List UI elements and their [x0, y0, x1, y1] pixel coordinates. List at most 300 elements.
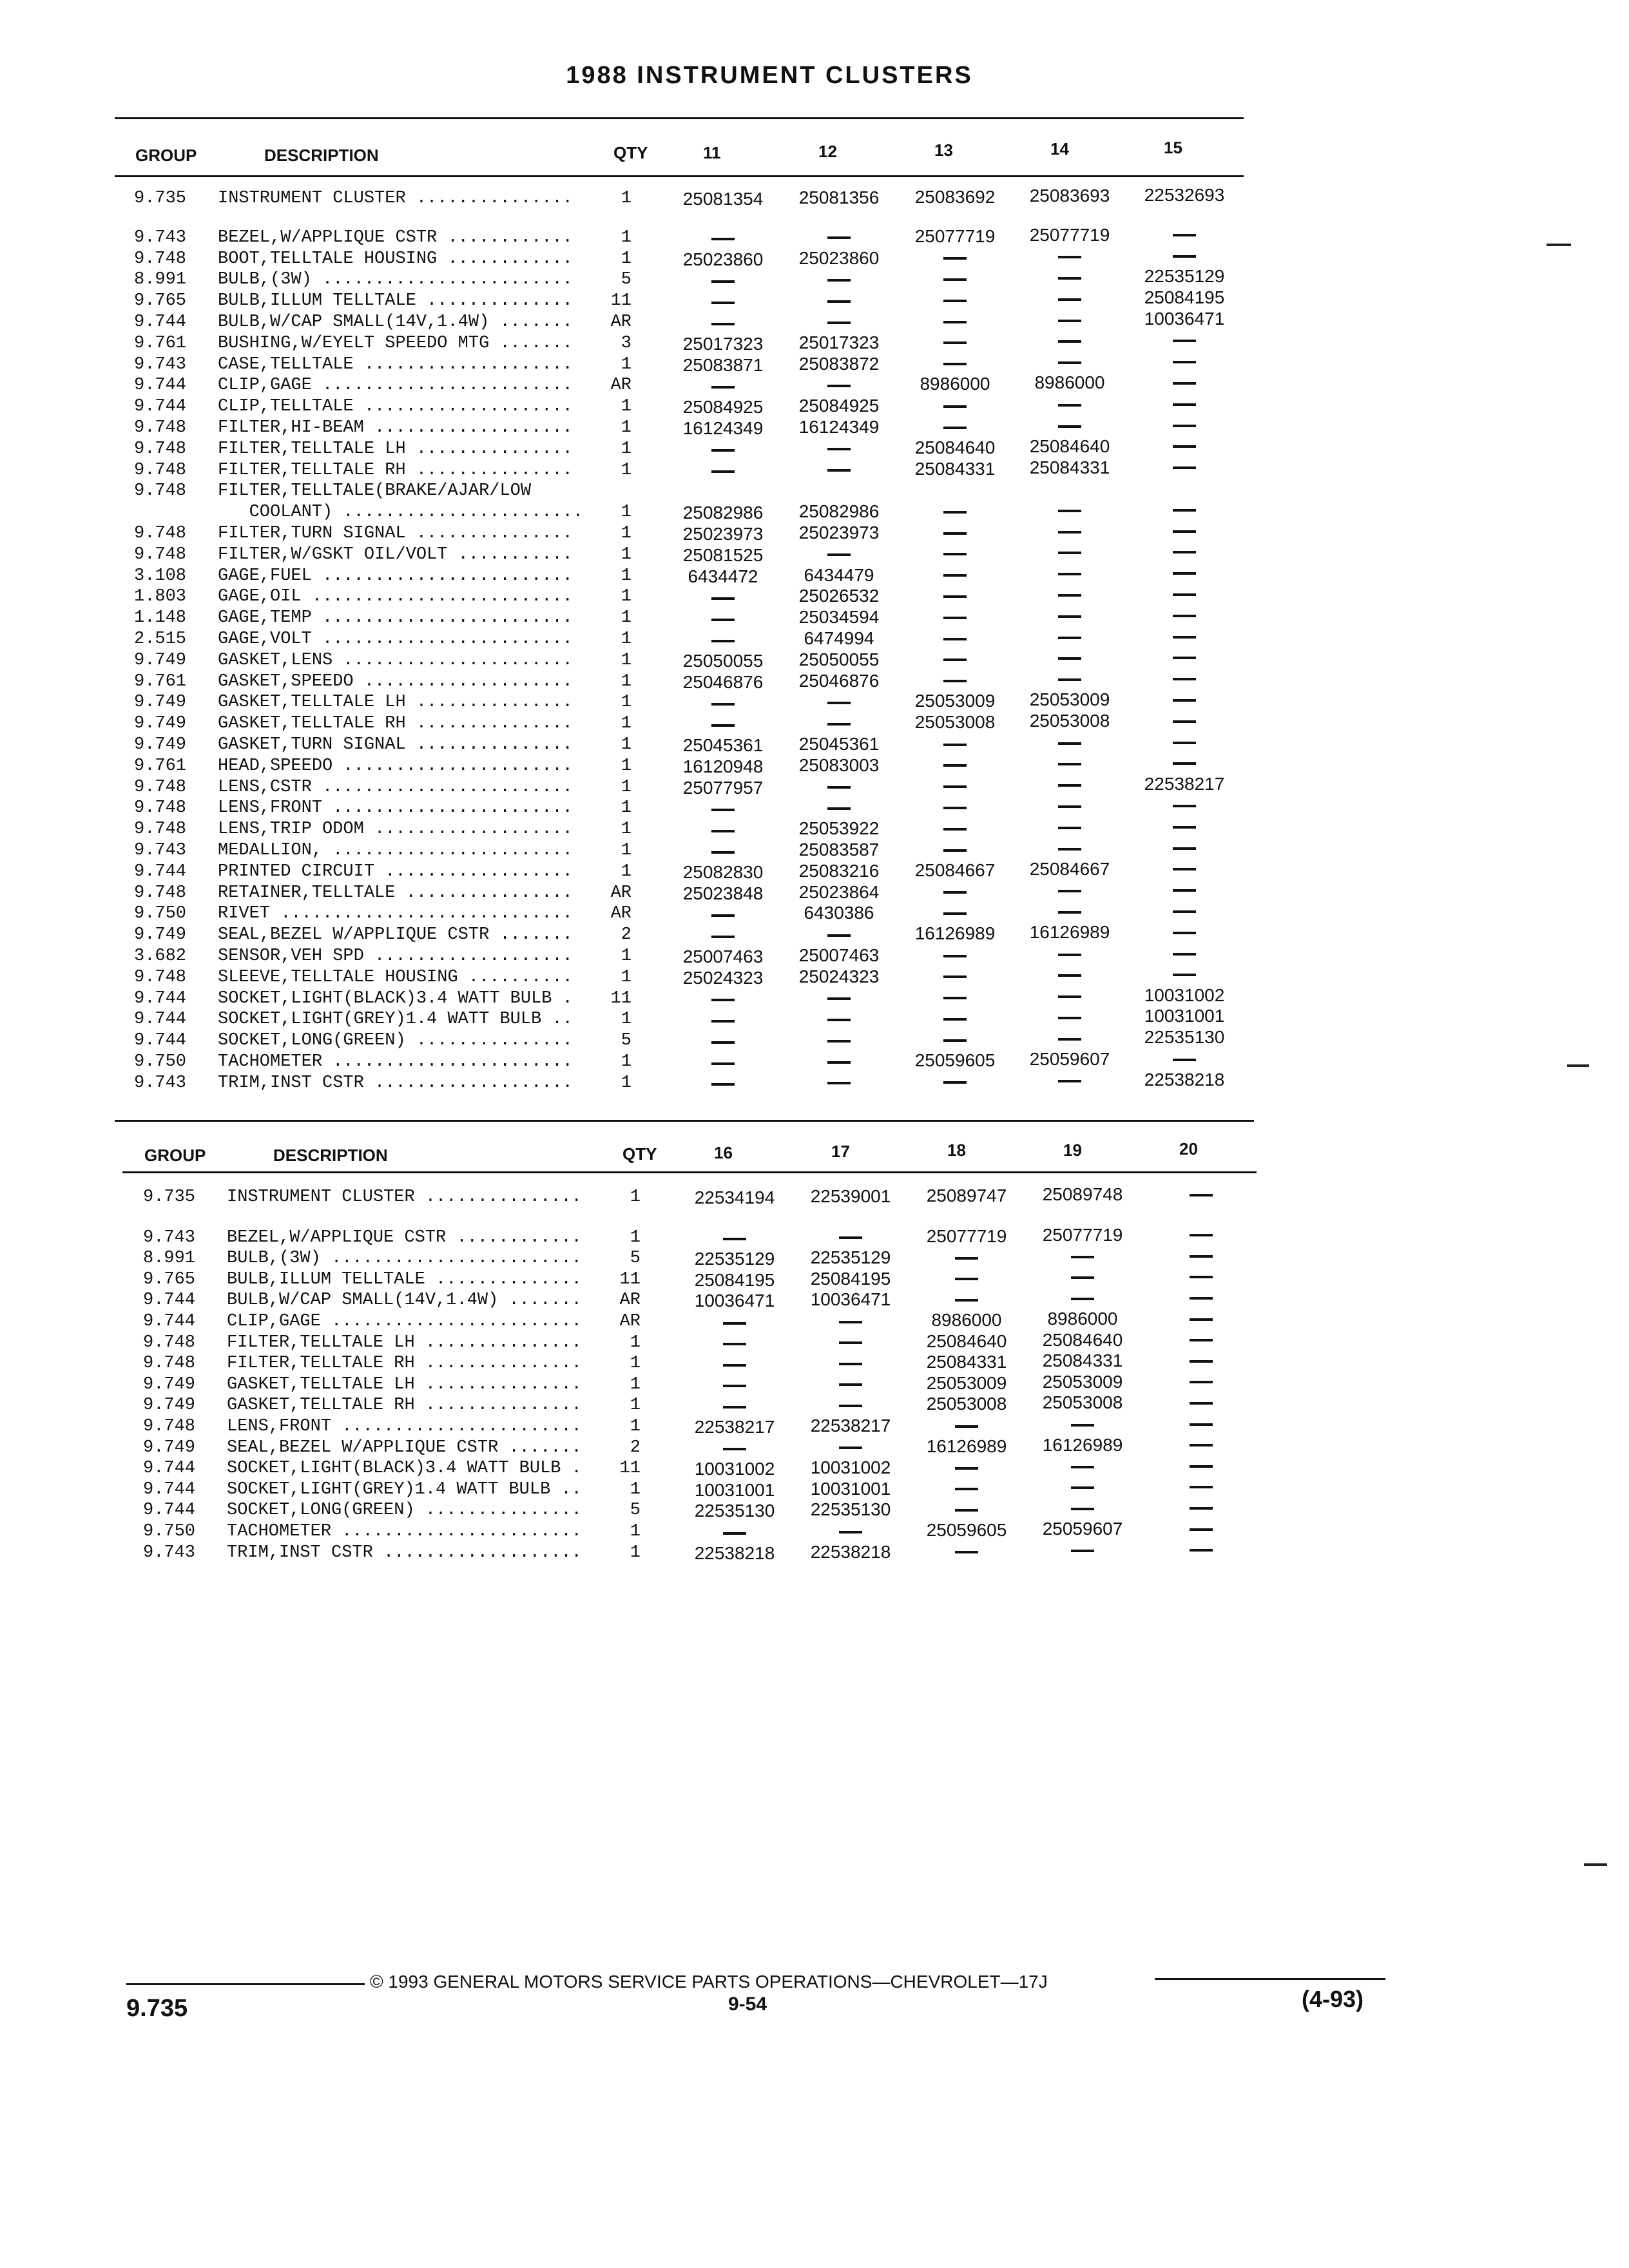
part-number: 25017323: [798, 332, 880, 352]
dash-mark: [1071, 1298, 1094, 1300]
dash-mark: [711, 280, 735, 283]
group-number: 2.515: [134, 629, 187, 649]
group-number: 9.744: [134, 1010, 187, 1030]
not-applicable-dash: [1015, 647, 1124, 668]
part-quantity: 1: [630, 1417, 641, 1436]
dash-mark: [827, 997, 851, 1000]
table2-group-header: GROUP: [144, 1146, 206, 1165]
table-row: [0, 266, 1629, 291]
dash-mark: [1058, 848, 1081, 850]
group-number: 9.744: [143, 1312, 196, 1331]
part-number: 10036471: [694, 1291, 775, 1311]
part-number: 22538218: [1144, 1069, 1225, 1090]
dash-mark: [1173, 868, 1196, 870]
table-row: [0, 457, 1629, 481]
part-number: 22535129: [810, 1247, 891, 1268]
part-description: COOLANT) .......................: [218, 503, 584, 523]
not-applicable-dash: [900, 1007, 1010, 1028]
group-number: 9.749: [134, 714, 187, 734]
not-applicable-dash: [1015, 541, 1124, 562]
not-applicable-dash: [1015, 816, 1124, 837]
dash-mark: [711, 323, 735, 325]
part-quantity: 5: [621, 270, 631, 290]
dash-mark: [839, 1363, 862, 1365]
part-quantity: 1: [621, 354, 631, 374]
part-number: 25084195: [694, 1269, 775, 1290]
not-applicable-dash: [784, 796, 894, 818]
part-description: GASKET,TELLTALE RH ...............: [218, 714, 573, 734]
dash-mark: [1190, 1276, 1213, 1278]
not-applicable-dash: [680, 1353, 789, 1374]
not-applicable-dash: [1028, 1245, 1137, 1266]
part-description: FILTER,HI-BEAM ...................: [218, 418, 573, 437]
part-number: 22535130: [810, 1499, 891, 1520]
part-number: 25050055: [798, 649, 880, 669]
dash-mark: [1058, 1017, 1081, 1019]
margin-mark: [1547, 244, 1571, 246]
part-quantity: 1: [621, 650, 631, 670]
not-applicable-dash: [900, 986, 1010, 1008]
part-description: GAGE,VOLT ........................: [218, 629, 573, 649]
group-number: 9.749: [134, 693, 187, 713]
group-number: 9.749: [143, 1437, 196, 1457]
table-row: [0, 1329, 1629, 1354]
part-number: 25023848: [682, 883, 764, 903]
part-description: BULB,W/CAP SMALL(14V,1.4W) .......: [227, 1291, 582, 1311]
dash-mark: [827, 1082, 851, 1084]
part-number: 22538217: [810, 1416, 891, 1436]
table-row: [0, 354, 1629, 376]
dash-mark: [1173, 910, 1196, 913]
footer-page-number: 9-54: [728, 1994, 767, 2015]
part-description: CLIP,GAGE ........................: [227, 1312, 582, 1331]
dash-mark: [943, 278, 967, 281]
table-row: [0, 671, 1629, 693]
part-number: 25077719: [1042, 1224, 1123, 1245]
dash-mark: [943, 553, 967, 555]
not-applicable-dash: [1130, 562, 1239, 583]
table2-description-header: DESCRIPTION: [273, 1146, 388, 1165]
dash-mark: [943, 912, 967, 915]
group-number: 9.743: [134, 227, 187, 247]
part-description: BEZEL,W/APPLIQUE CSTR ............: [227, 1227, 582, 1247]
table-row: [0, 946, 1629, 967]
group-number: 3.682: [134, 947, 187, 966]
not-applicable-dash: [1130, 329, 1239, 351]
dash-mark: [827, 702, 851, 704]
table1-col-header: 13: [934, 140, 953, 160]
part-number: 25083693: [1029, 186, 1110, 206]
table-row: [0, 481, 1629, 502]
table-row: [0, 858, 1629, 883]
part-number: 25077719: [926, 1225, 1007, 1246]
table-row: [0, 372, 1629, 396]
part-description: LENS,FRONT .......................: [218, 798, 573, 818]
dash-mark: [943, 997, 967, 999]
part-number: 25084195: [810, 1268, 891, 1289]
part-number: 25007463: [682, 947, 764, 966]
table2-qty-header: QTY: [622, 1144, 657, 1164]
not-applicable-dash: [796, 1331, 905, 1352]
not-applicable-dash: [1130, 963, 1239, 985]
part-quantity: 1: [630, 1542, 641, 1562]
dash-mark: [943, 975, 967, 978]
dash-mark: [711, 936, 735, 938]
not-applicable-dash: [1130, 371, 1239, 392]
group-number: 9.744: [134, 312, 187, 332]
not-applicable-dash: [680, 1395, 789, 1416]
table-row: [0, 967, 1629, 988]
part-quantity: 1: [621, 798, 631, 818]
group-number: 9.743: [134, 354, 187, 374]
dash-mark: [1058, 552, 1081, 554]
part-number: 25084331: [1042, 1350, 1123, 1371]
not-applicable-dash: [1015, 309, 1124, 330]
margin-mark: [1567, 1064, 1589, 1067]
group-number: 9.748: [134, 883, 187, 903]
not-applicable-dash: [784, 987, 894, 1008]
part-number: 25023860: [682, 249, 764, 269]
part-number: 22535129: [694, 1249, 775, 1269]
not-applicable-dash: [680, 1374, 789, 1396]
dash-mark: [943, 955, 967, 957]
not-applicable-dash: [900, 394, 1010, 416]
part-number: 25034594: [798, 607, 880, 628]
dash-mark: [1190, 1486, 1213, 1488]
not-applicable-dash: [1015, 414, 1124, 436]
not-applicable-dash: [1015, 287, 1124, 309]
table-row: [0, 608, 1629, 629]
part-description: GASKET,TELLTALE RH ...............: [227, 1396, 582, 1416]
dash-mark: [711, 238, 735, 240]
not-applicable-dash: [900, 543, 1010, 564]
not-applicable-dash: [784, 776, 894, 797]
not-applicable-dash: [1146, 1286, 1256, 1307]
part-description: BUSHING,W/EYELT SPEEDO MTG .......: [218, 333, 573, 353]
not-applicable-dash: [900, 564, 1010, 585]
part-number: 25083216: [798, 860, 880, 881]
dash-mark: [1058, 277, 1081, 280]
not-applicable-dash: [1130, 709, 1239, 731]
part-number: 8986000: [931, 1310, 1002, 1330]
group-number: 9.748: [134, 418, 187, 437]
not-applicable-dash: [1130, 604, 1239, 625]
part-quantity: 1: [630, 1479, 641, 1499]
part-number: 22535129: [1144, 266, 1225, 287]
table-row: [0, 1434, 1629, 1459]
dash-mark: [1173, 953, 1196, 956]
group-number: 8.991: [134, 270, 187, 290]
part-description: SOCKET,LIGHT(GREY)1.4 WATT BULB ..: [227, 1479, 582, 1499]
part-number: 25045361: [798, 734, 880, 754]
part-number: 25089747: [926, 1186, 1007, 1206]
dash-mark: [1173, 551, 1196, 553]
part-description: BULB,(3W) ........................: [227, 1249, 582, 1269]
group-number: 9.748: [134, 777, 187, 797]
dash-mark: [1071, 1508, 1094, 1510]
part-description: BULB,ILLUM TELLTALE ..............: [218, 291, 573, 311]
group-number: 9.748: [143, 1354, 196, 1374]
part-description: BULB,ILLUM TELLTALE ..............: [227, 1269, 582, 1289]
part-number: 25053009: [926, 1372, 1007, 1393]
dash-mark: [1058, 657, 1081, 660]
not-applicable-dash: [900, 775, 1010, 796]
dash-mark: [1190, 1528, 1213, 1531]
group-number: 9.744: [134, 861, 187, 881]
not-applicable-dash: [1130, 731, 1239, 752]
not-applicable-dash: [668, 608, 778, 629]
not-applicable-dash: [784, 1029, 894, 1050]
not-applicable-dash: [1130, 351, 1239, 372]
dash-mark: [955, 1278, 978, 1280]
part-number: 25084640: [914, 437, 996, 457]
table-row: [0, 985, 1629, 1010]
dash-mark: [711, 851, 735, 854]
dash-mark: [1071, 1466, 1094, 1468]
not-applicable-dash: [900, 881, 1010, 902]
not-applicable-dash: [900, 817, 1010, 838]
part-description: SOCKET,LONG(GREEN) ...............: [227, 1501, 582, 1521]
part-quantity: 1: [621, 189, 631, 208]
group-number: 9.744: [143, 1479, 196, 1499]
group-number: 9.748: [134, 524, 187, 543]
table1-col-header: 11: [703, 143, 721, 162]
part-quantity: 1: [621, 460, 631, 480]
dash-mark: [1173, 1059, 1196, 1061]
not-applicable-dash: [912, 1541, 1021, 1562]
not-applicable-dash: [1146, 1183, 1256, 1204]
not-applicable-dash: [680, 1332, 789, 1354]
part-quantity: 1: [621, 693, 631, 713]
part-description: BEZEL,W/APPLIQUE CSTR ............: [218, 227, 573, 247]
table2-col-header: 17: [831, 1142, 850, 1161]
dash-mark: [839, 1321, 862, 1323]
not-applicable-dash: [1015, 794, 1124, 816]
dash-mark: [1173, 234, 1196, 236]
not-applicable-dash: [1130, 498, 1239, 519]
group-number: 9.749: [134, 650, 187, 670]
part-number: 25082986: [798, 501, 880, 522]
dash-mark: [711, 999, 735, 1001]
not-applicable-dash: [1015, 985, 1124, 1006]
part-number: 25053009: [914, 691, 996, 711]
table-row: [0, 287, 1629, 312]
table-row: [0, 1248, 1629, 1269]
dash-mark: [943, 785, 967, 788]
group-number: 9.748: [134, 820, 187, 840]
dash-mark: [827, 279, 851, 282]
not-applicable-dash: [1146, 1265, 1256, 1287]
dash-mark: [1058, 320, 1081, 322]
not-applicable-dash: [796, 1310, 905, 1331]
part-number: 25077719: [914, 226, 996, 246]
dash-mark: [711, 1041, 735, 1044]
part-number: 22538217: [1144, 773, 1225, 794]
dash-mark: [1058, 361, 1081, 364]
part-number: 25053009: [1042, 1371, 1123, 1392]
not-applicable-dash: [900, 901, 1010, 923]
table-row: [0, 798, 1629, 819]
dash-mark: [839, 1383, 862, 1386]
not-applicable-dash: [784, 1008, 894, 1029]
not-applicable-dash: [1028, 1287, 1137, 1308]
not-applicable-dash: [784, 311, 894, 332]
table-row: [0, 1027, 1629, 1052]
not-applicable-dash: [796, 1520, 905, 1541]
table1-header-rule: [115, 175, 1244, 177]
dash-mark: [943, 341, 967, 344]
dash-mark: [1173, 530, 1196, 533]
part-number: 25023973: [682, 524, 764, 544]
group-number: 1.803: [134, 587, 187, 607]
table-row: [0, 1542, 1629, 1564]
not-applicable-dash: [668, 840, 778, 861]
not-applicable-dash: [1146, 1496, 1256, 1517]
part-quantity: AR: [619, 1312, 641, 1331]
not-applicable-dash: [1130, 942, 1239, 963]
part-quantity: 1: [630, 1187, 641, 1207]
part-number: 16124349: [798, 417, 880, 437]
not-applicable-dash: [784, 1072, 894, 1093]
not-applicable-dash: [1130, 858, 1239, 879]
table-row: [0, 922, 1629, 946]
not-applicable-dash: [1146, 1454, 1256, 1475]
part-description: BULB,W/CAP SMALL(14V,1.4W) .......: [218, 312, 573, 332]
group-number: 9.743: [143, 1227, 196, 1247]
part-number: 25083587: [798, 840, 880, 860]
not-applicable-dash: [680, 1311, 789, 1332]
part-quantity: 2: [630, 1437, 641, 1457]
not-applicable-dash: [1130, 582, 1239, 604]
dash-mark: [1058, 911, 1081, 914]
part-number: 25059607: [1042, 1519, 1123, 1539]
part-number: 22532693: [1144, 185, 1225, 205]
dash-mark: [1058, 510, 1081, 512]
not-applicable-dash: [900, 331, 1010, 352]
group-number: 9.765: [134, 291, 187, 311]
table-row: [0, 523, 1629, 544]
dash-mark: [943, 617, 967, 619]
table1-top-rule: [115, 117, 1244, 119]
dash-mark: [943, 680, 967, 682]
dash-mark: [839, 1405, 862, 1407]
dash-mark: [827, 553, 851, 556]
dash-mark: [955, 1551, 978, 1553]
part-description: GAGE,TEMP ........................: [218, 608, 573, 628]
dash-mark: [711, 386, 735, 389]
dash-mark: [943, 849, 967, 852]
dash-mark: [711, 914, 735, 917]
dash-mark: [1173, 826, 1196, 829]
table-row: [0, 1311, 1629, 1332]
part-number: 25024323: [682, 967, 764, 988]
part-description: BULB,(3W) ........................: [218, 270, 573, 290]
table-row: [0, 1290, 1629, 1311]
not-applicable-dash: [668, 291, 778, 312]
dash-mark: [827, 236, 851, 239]
group-number: 9.744: [143, 1501, 196, 1521]
dash-mark: [1058, 784, 1081, 787]
part-number: 22538217: [694, 1417, 775, 1437]
not-applicable-dash: [1146, 1412, 1256, 1434]
not-applicable-dash: [1146, 1475, 1256, 1497]
table-row: [0, 566, 1629, 587]
part-quantity: 1: [621, 841, 631, 860]
not-applicable-dash: [784, 437, 894, 459]
part-quantity: AR: [619, 1291, 641, 1311]
part-quantity: 1: [621, 714, 631, 734]
part-description: GASKET,TELLTALE LH ...............: [218, 693, 573, 713]
dash-mark: [1173, 509, 1196, 512]
group-number: 9.748: [134, 460, 187, 480]
dash-mark: [1173, 361, 1196, 363]
part-quantity: 1: [621, 608, 631, 628]
part-number: 6434472: [688, 566, 758, 586]
part-number: 22535130: [694, 1501, 775, 1521]
dash-mark: [1173, 742, 1196, 744]
not-applicable-dash: [912, 1246, 1021, 1267]
dash-mark: [1173, 572, 1196, 575]
dash-mark: [839, 1341, 862, 1344]
not-applicable-dash: [900, 267, 1010, 289]
table-row: [0, 1069, 1629, 1094]
dash-mark: [1173, 699, 1196, 702]
not-applicable-dash: [1130, 899, 1239, 921]
dash-mark: [943, 744, 967, 746]
dash-mark: [711, 597, 735, 600]
part-description: FILTER,TELLTALE(BRAKE/AJAR/LOW: [218, 481, 532, 501]
footer-rule-right: [1155, 1978, 1385, 1980]
part-number: 25007463: [798, 945, 880, 965]
table-row: [0, 903, 1629, 925]
dash-mark: [827, 469, 851, 472]
not-applicable-dash: [900, 965, 1010, 986]
part-number: 16126989: [1042, 1434, 1123, 1455]
dash-mark: [839, 1236, 862, 1239]
not-applicable-dash: [668, 227, 778, 249]
not-applicable-dash: [796, 1436, 905, 1457]
part-number: 25046876: [798, 670, 880, 691]
not-applicable-dash: [1130, 625, 1239, 646]
dash-mark: [1058, 827, 1081, 829]
part-number: 25084640: [1042, 1329, 1123, 1350]
part-number: 8986000: [920, 374, 990, 394]
not-applicable-dash: [1015, 964, 1124, 985]
dash-mark: [1190, 1234, 1213, 1236]
group-number: 9.748: [143, 1332, 196, 1352]
group-number: 9.744: [134, 376, 187, 396]
group-number: 9.749: [134, 925, 187, 945]
not-applicable-dash: [1130, 879, 1239, 900]
dash-mark: [1190, 1381, 1213, 1383]
not-applicable-dash: [900, 669, 1010, 691]
not-applicable-dash: [784, 923, 894, 945]
part-quantity: 1: [630, 1522, 641, 1541]
part-quantity: 1: [621, 1010, 631, 1030]
not-applicable-dash: [796, 1226, 905, 1247]
dash-mark: [723, 1385, 746, 1387]
part-number: 8986000: [1047, 1309, 1118, 1329]
part-quantity: 1: [621, 439, 631, 459]
part-description: SLEEVE,TELLTALE HOUSING ..........: [218, 967, 573, 987]
footer-rule-left: [126, 1983, 365, 1985]
part-quantity: 1: [621, 947, 631, 966]
dash-mark: [723, 1448, 746, 1450]
not-applicable-dash: [668, 819, 778, 840]
part-quantity: 1: [621, 249, 631, 269]
part-quantity: 5: [630, 1249, 641, 1269]
not-applicable-dash: [1130, 752, 1239, 773]
